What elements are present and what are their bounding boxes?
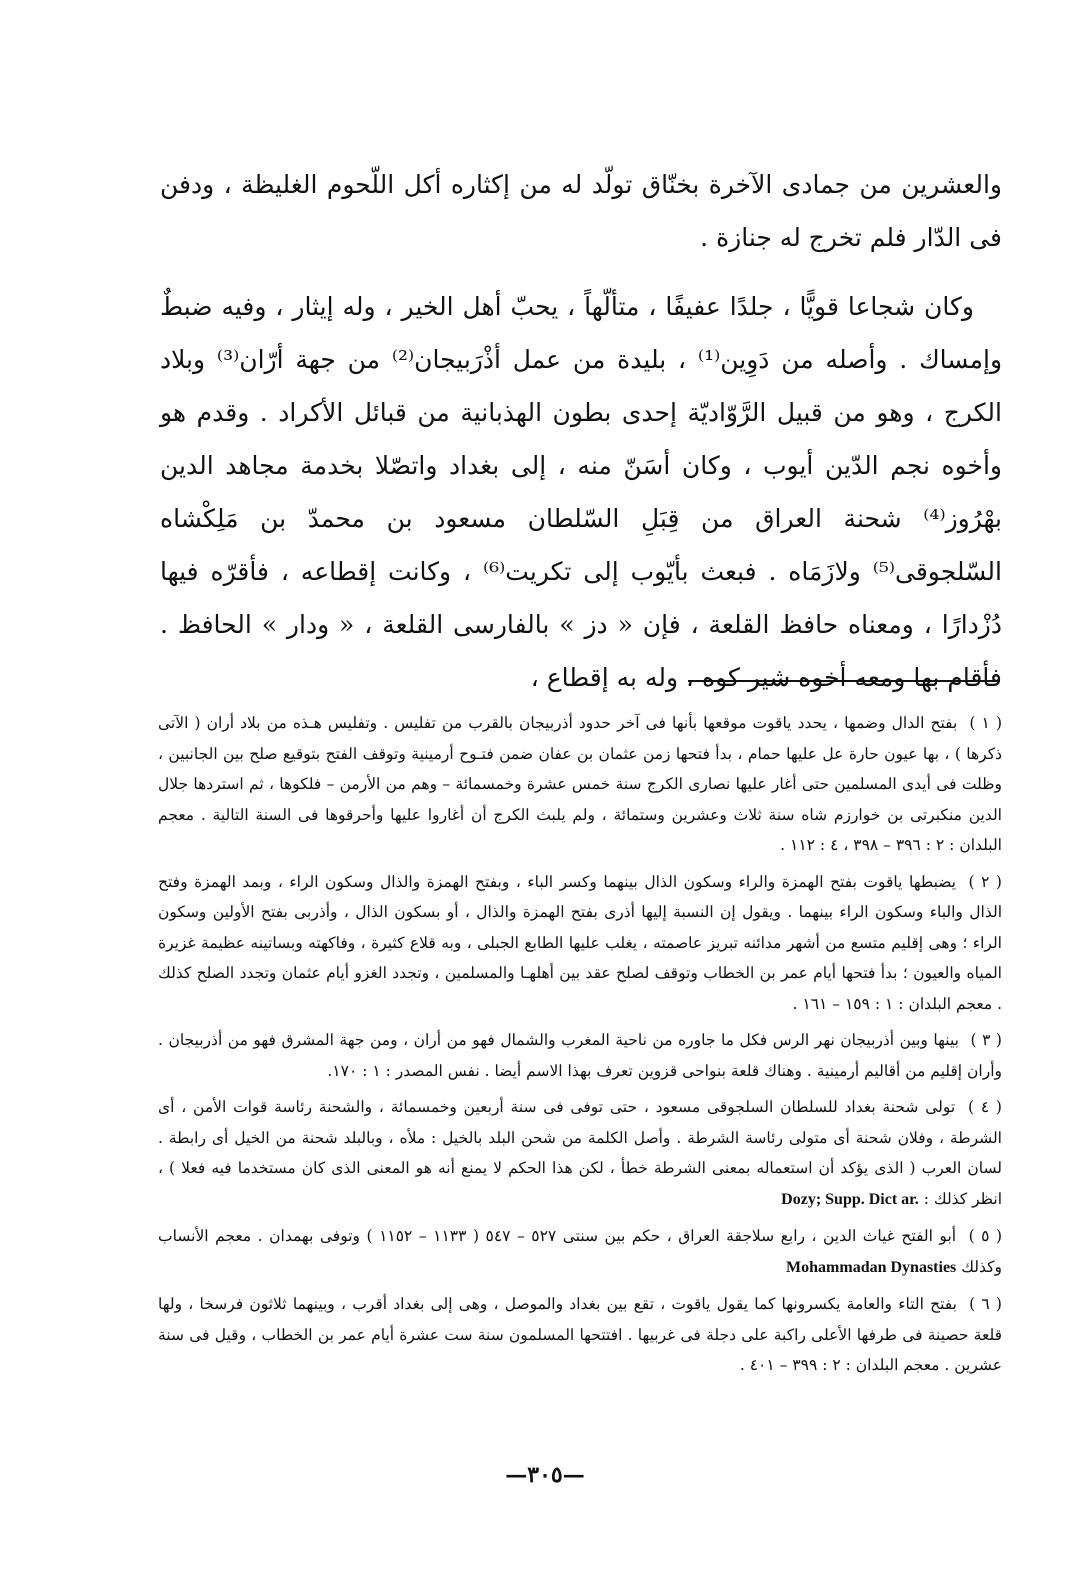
footnote-separator-rule [688,680,1000,682]
footnote-text: بينها وبين أذربيجان نهر الرس فكل ما جاوره من ناحية المغرب والشمال فهو من أران ، ومن جهة المشرق فهو من أذربيجان . وأران إقليم من أقاليم أرمينية . وهناك قلعة بنواحى قزوين تعرف بهذا الاسم أيضا . نفس المصدر : ١ : ١٧٠. [158,1031,1002,1080]
footnote-number: ( ٦ ) [969,1295,1002,1313]
footnote-text: بفتح الدال وضمها ، يحدد ياقوت موقعها بأنها فى آخر حدود أذربيجان بالقرب من تفليس . وتفليس هـذه من بلاد أران ( الآتى ذكرها ) ، بها عيون حارة عل عليها حمام ، بدأ فتحها زمن عثمان بن عفان ضمن فتـوح أرمينية وتوقف الفتح بتوقيع صلح بين الجانبين ، وظلت فى أيدى المسلمين حتى أغار عليها نصارى الكرج سنة خمس عشرة وخمسمائة – وهم من الأرمن – فلكوها ، ثم استردها جلال الدين منكبرتى بن خوارزم شاه سنة ثلاث وعشرين وستمائة ، ولم يلبث الكرج أن أغاروا عليها وأحرقوها فى السنة التالية . معجم البلدان : ٢ : ٣٩٦ – ٣٩٨ ، ٤ : ١١٢ . [158,714,1002,854]
footnote-number: ( ١ ) [969,714,1003,732]
footnote-4 [158,1092,1002,1215]
footnote-latin-reference: Mohammadan Dynasties [786,1258,957,1276]
footnote-number: ( ٤ ) [967,1098,1002,1116]
footnote-3 [158,1025,1002,1086]
main-text-block [160,158,1002,704]
footnote-1 [158,708,1002,861]
footnote-number: ( ٢ ) [968,872,1002,891]
footnote-2 [158,867,1002,1020]
footnote-text: يضبطها ياقوت بفتح الهمزة والراء وسكون الذال بينهما وكسر الباء ، وبفتح الهمزة والذال وسكون الراء ، وبمد الهمزة وفتح الذال والباء وسكون الراء بينهما . ويقول إن النسبة إليها أذرى بفتح الهمزة والذال ، أو بسكون الذال ، وأذربى بفتح الأولين وسكون الراء ؛ وهى إقليم متسع من أشهر مدائنه تبريز عاصمته ، يغلب عليها الطابع الجبلى ، وبه قلاع كثيرة ، وفاكهته وبساتينه عظيمة غزيرة المياه والعيون ؛ بدأ فتحها أيام عمر بن الخطاب وتوقف لصلح عقد بين أهلهـا والمسلمين ، وتجدد الغزو أيام عثمان وتجدد الصلح كذلك . معجم البلدان : ١ : ١٥٩ – ١٦١ . [158,872,1002,1013]
footnote-5 [158,1221,1002,1283]
footnote-text: بفتح التاء والعامة يكسرونها كما يقول ياقوت ، تقع بين بغداد والموصل ، وهى إلى بغداد أقرب ، وبينهما ثلاثون فرسخا ، ولها قلعة حصينة فى طرفها الأعلى راكبة على دجلة فى غربيها . افتتحها المسلمون سنة ست عشرة أيام عمر بن الخطاب ، وقيل فى سنة عشرين . معجم البلدان : ٢ : ٣٩٩ – ٤٠١ . [158,1295,1002,1374]
footnote-text: تولى شحنة بغداد للسلطان السلجوقى مسعود ، حتى توفى فى سنة أربعين وخمسمائة ، والشحنة رئاسة قوات الأمن ، أى الشرطة ، وفلان شحنة أى متولى رئاسة الشرطة . وأصل الكلمة من شحن البلد بالخيل : ملأه ، وبالبلد شحنة من الخيل أى رابطة . لسان العرب ( الذى يؤكد أن استعماله بمعنى الشرطة خطأ ، لكن هذا الحكم لا يمنع أنه هو المعنى الذى كان مستخدما فيه فعلا ) ، انظر كذلك : [158,1098,1002,1208]
paragraph-1: والعشرين من جمادى الآخرة بخنّاق تولّد له من إكثاره أكل اللّحوم الغليظة ، ودفن فى الدّار فلم تخرج له جنازة . [160,170,1002,252]
page-number-text: —٣٠٥— [505,1462,585,1488]
footnote-number: ( ٥ ) [968,1227,1003,1245]
footnote-text: أبو الفتح غياث الدين ، رابع سلاجقة العراق ، حكم بين سنتى ٥٢٧ – ٥٤٧ ( ١١٣٣ – ١١٥٢ ) وتوفى بهمدان . معجم الأنساب وكذلك [158,1227,1002,1276]
footnotes-block [158,708,1002,1387]
footnote-6 [158,1289,1002,1381]
paragraph-2: وكان شجاعا قويًّا ، جلدًا عفيفًا ، متألّهاً ، يحبّ أهل الخير ، وله إيثار ، وفيه ضبطٌ وإمساك . وأصله من دَوِين⁽¹⁾ ، بليدة من عمل أذْرَبيجان⁽²⁾ من جهة أرّان⁽³⁾ وبلاد الكرج ، وهو من قبيل الرَّوّاديّة إحدى بطون الهذبانية من قبائل الأكراد . وقدم هو وأخوه نجم الدّين أيوب ، وكان أسَنّ منه ، إلى بغداد واتصّلا بخدمة مجاهد الدين بهْرُوز⁽⁴⁾ شحنة العراق من قِبَلِ السّلطان مسعود بن محمدّ بن مَلِكْشاه السّلجوقى⁽⁵⁾ ولازَمَاه . فبعث بأيّوب إلى تكريت⁽⁶⁾ ، وكانت إقطاعه ، فأقرّه فيها دُزْدارًا ، ومعناه حافظ القلعة ، فإن « دز » بالفارسى القلعة ، « ودار » الحافظ . فأقام بها ومعه أخوه شير كوه ، وله به إقطاع ، [160,292,1003,692]
footnote-number: ( ٣ ) [970,1031,1002,1049]
footnote-latin-reference: Dozy; Supp. Dict ar. [781,1190,919,1208]
page-number [0,1462,1090,1488]
